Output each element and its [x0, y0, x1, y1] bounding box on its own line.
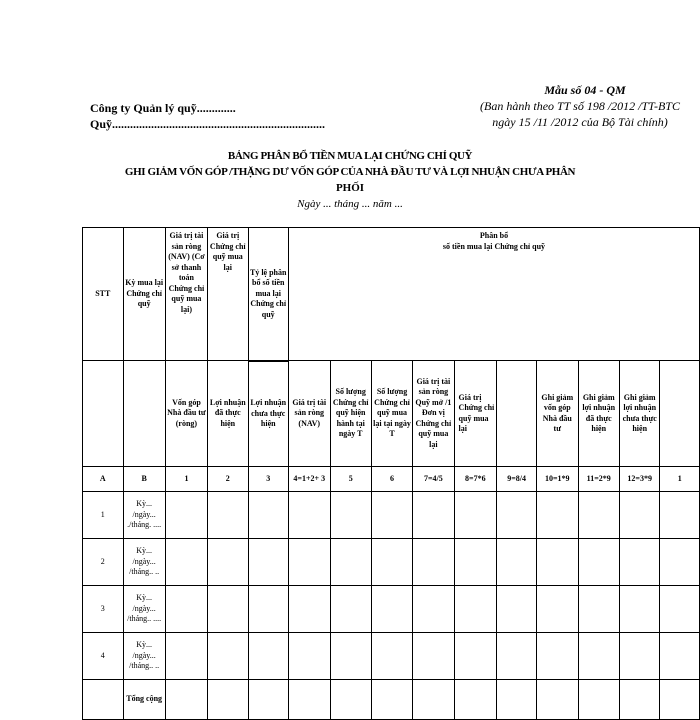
index-cell: 10=1*9	[537, 467, 578, 492]
index-cell: 9=8/4	[497, 467, 537, 492]
index-cell: B	[123, 467, 165, 492]
index-cell: 1	[660, 467, 700, 492]
subheader-cell: Vốn góp Nhà đầu tư (ròng)	[165, 361, 207, 467]
header-redemption-value: Giá trị Chứng chỉ quỹ mua lại	[208, 228, 248, 361]
table-row	[83, 586, 700, 633]
table-row	[83, 539, 700, 586]
subheader-cell: Giá trị tài sản ròng (NAV)	[288, 361, 330, 467]
issued-by-line2: ngày 15 /11 /2012 của Bộ Tài chính)	[492, 115, 668, 129]
subheader-cell: Ghi giảm lợi nhuận chưa thực hiện	[619, 361, 660, 467]
subheader-cell: Số lượng Chứng chỉ quỹ hiện hành tại ngày T	[330, 361, 371, 467]
fund-name: Quỹ.......................................................................	[90, 117, 326, 131]
row-stt: 1	[83, 492, 124, 539]
index-cell: 12=3*9	[619, 467, 660, 492]
row-stt: 4	[83, 633, 124, 680]
row-period: Kỳ... /ngày... /tháng.. ..	[123, 539, 165, 586]
issued-by-line1: (Ban hành theo TT số 198 /2012 /TT-BTC	[480, 99, 680, 113]
subheader-cell: Lợi nhuận đã thực hiện	[208, 361, 248, 467]
subheader-cell: Giá trị Chứng chỉ quỹ mua lại	[454, 361, 497, 467]
company-name: Công ty Quản lý quỹ.............	[90, 101, 236, 115]
header-nav: Giá trị tài sản ròng (NAV) (Cơ sở thanh toán Chứng chỉ quỹ mua lại)	[165, 228, 207, 361]
header-ratio: Tỷ lệ phân bổ số tiền mua lại Chứng chỉ quỹ	[248, 228, 288, 361]
index-cell: 2	[208, 467, 248, 492]
allocation-table	[82, 227, 700, 720]
row-period: Kỳ... /ngày... /tháng.. ..	[123, 633, 165, 680]
table-row	[83, 633, 700, 680]
subheader-cell: Ghi giảm vốn góp Nhà đầu tư	[537, 361, 578, 467]
index-cell: A	[83, 467, 124, 492]
form-number: Mẫu số 04 - QM	[544, 83, 626, 97]
row-period: Kỳ... /ngày... ./tháng. ....	[123, 492, 165, 539]
index-cell: 8=7*6	[454, 467, 497, 492]
document-title-line3: PHỐI	[335, 182, 365, 194]
header-stt: STT	[83, 228, 124, 361]
subheader-cell	[497, 361, 537, 467]
document-title-line1: BẢNG PHÂN BỔ TIỀN MUA LẠI CHỨNG CHỈ QUỸ	[227, 150, 473, 162]
subheader-cell: Số lượng Chứng chỉ quỹ mua lại tại ngày T	[371, 361, 412, 467]
row-stt: 3	[83, 586, 124, 633]
subheader-cell: Lợi nhuận chưa thực hiện	[248, 361, 288, 467]
subheader-cell: Giá trị tài sản ròng Quỹ mở /1 Đơn vị Chứng chỉ quỹ mua lại	[413, 361, 454, 467]
row-stt: 2	[83, 539, 124, 586]
table-row	[83, 492, 700, 539]
subheader-cell: Ghi giảm lợi nhuận đã thực hiện	[578, 361, 619, 467]
document-date: Ngày ... tháng ... năm ...	[297, 198, 403, 210]
index-cell: 1	[165, 467, 207, 492]
header-allocation: Phân bổ số tiền mua lại Chứng chỉ quỹ	[288, 228, 699, 361]
index-cell: 3	[248, 467, 288, 492]
header-period: Kỳ mua lại Chứng chỉ quỹ	[123, 228, 165, 361]
subheader-cell	[660, 361, 700, 467]
index-cell: 11=2*9	[578, 467, 619, 492]
row-period: Kỳ... /ngày... /tháng.. ....	[123, 586, 165, 633]
document-title-line2: GHI GIẢM VỐN GÓP /THẶNG DƯ VỐN GÓP CỦA NHÀ ĐẦU TƯ VÀ LỢI NHUẬN CHƯA PHÂN	[124, 166, 576, 178]
index-cell: 6	[371, 467, 412, 492]
index-cell: 7=4/5	[413, 467, 454, 492]
index-cell: 4=1+2+ 3	[288, 467, 330, 492]
total-label: Tổng cộng	[123, 680, 165, 720]
index-cell: 5	[330, 467, 371, 492]
